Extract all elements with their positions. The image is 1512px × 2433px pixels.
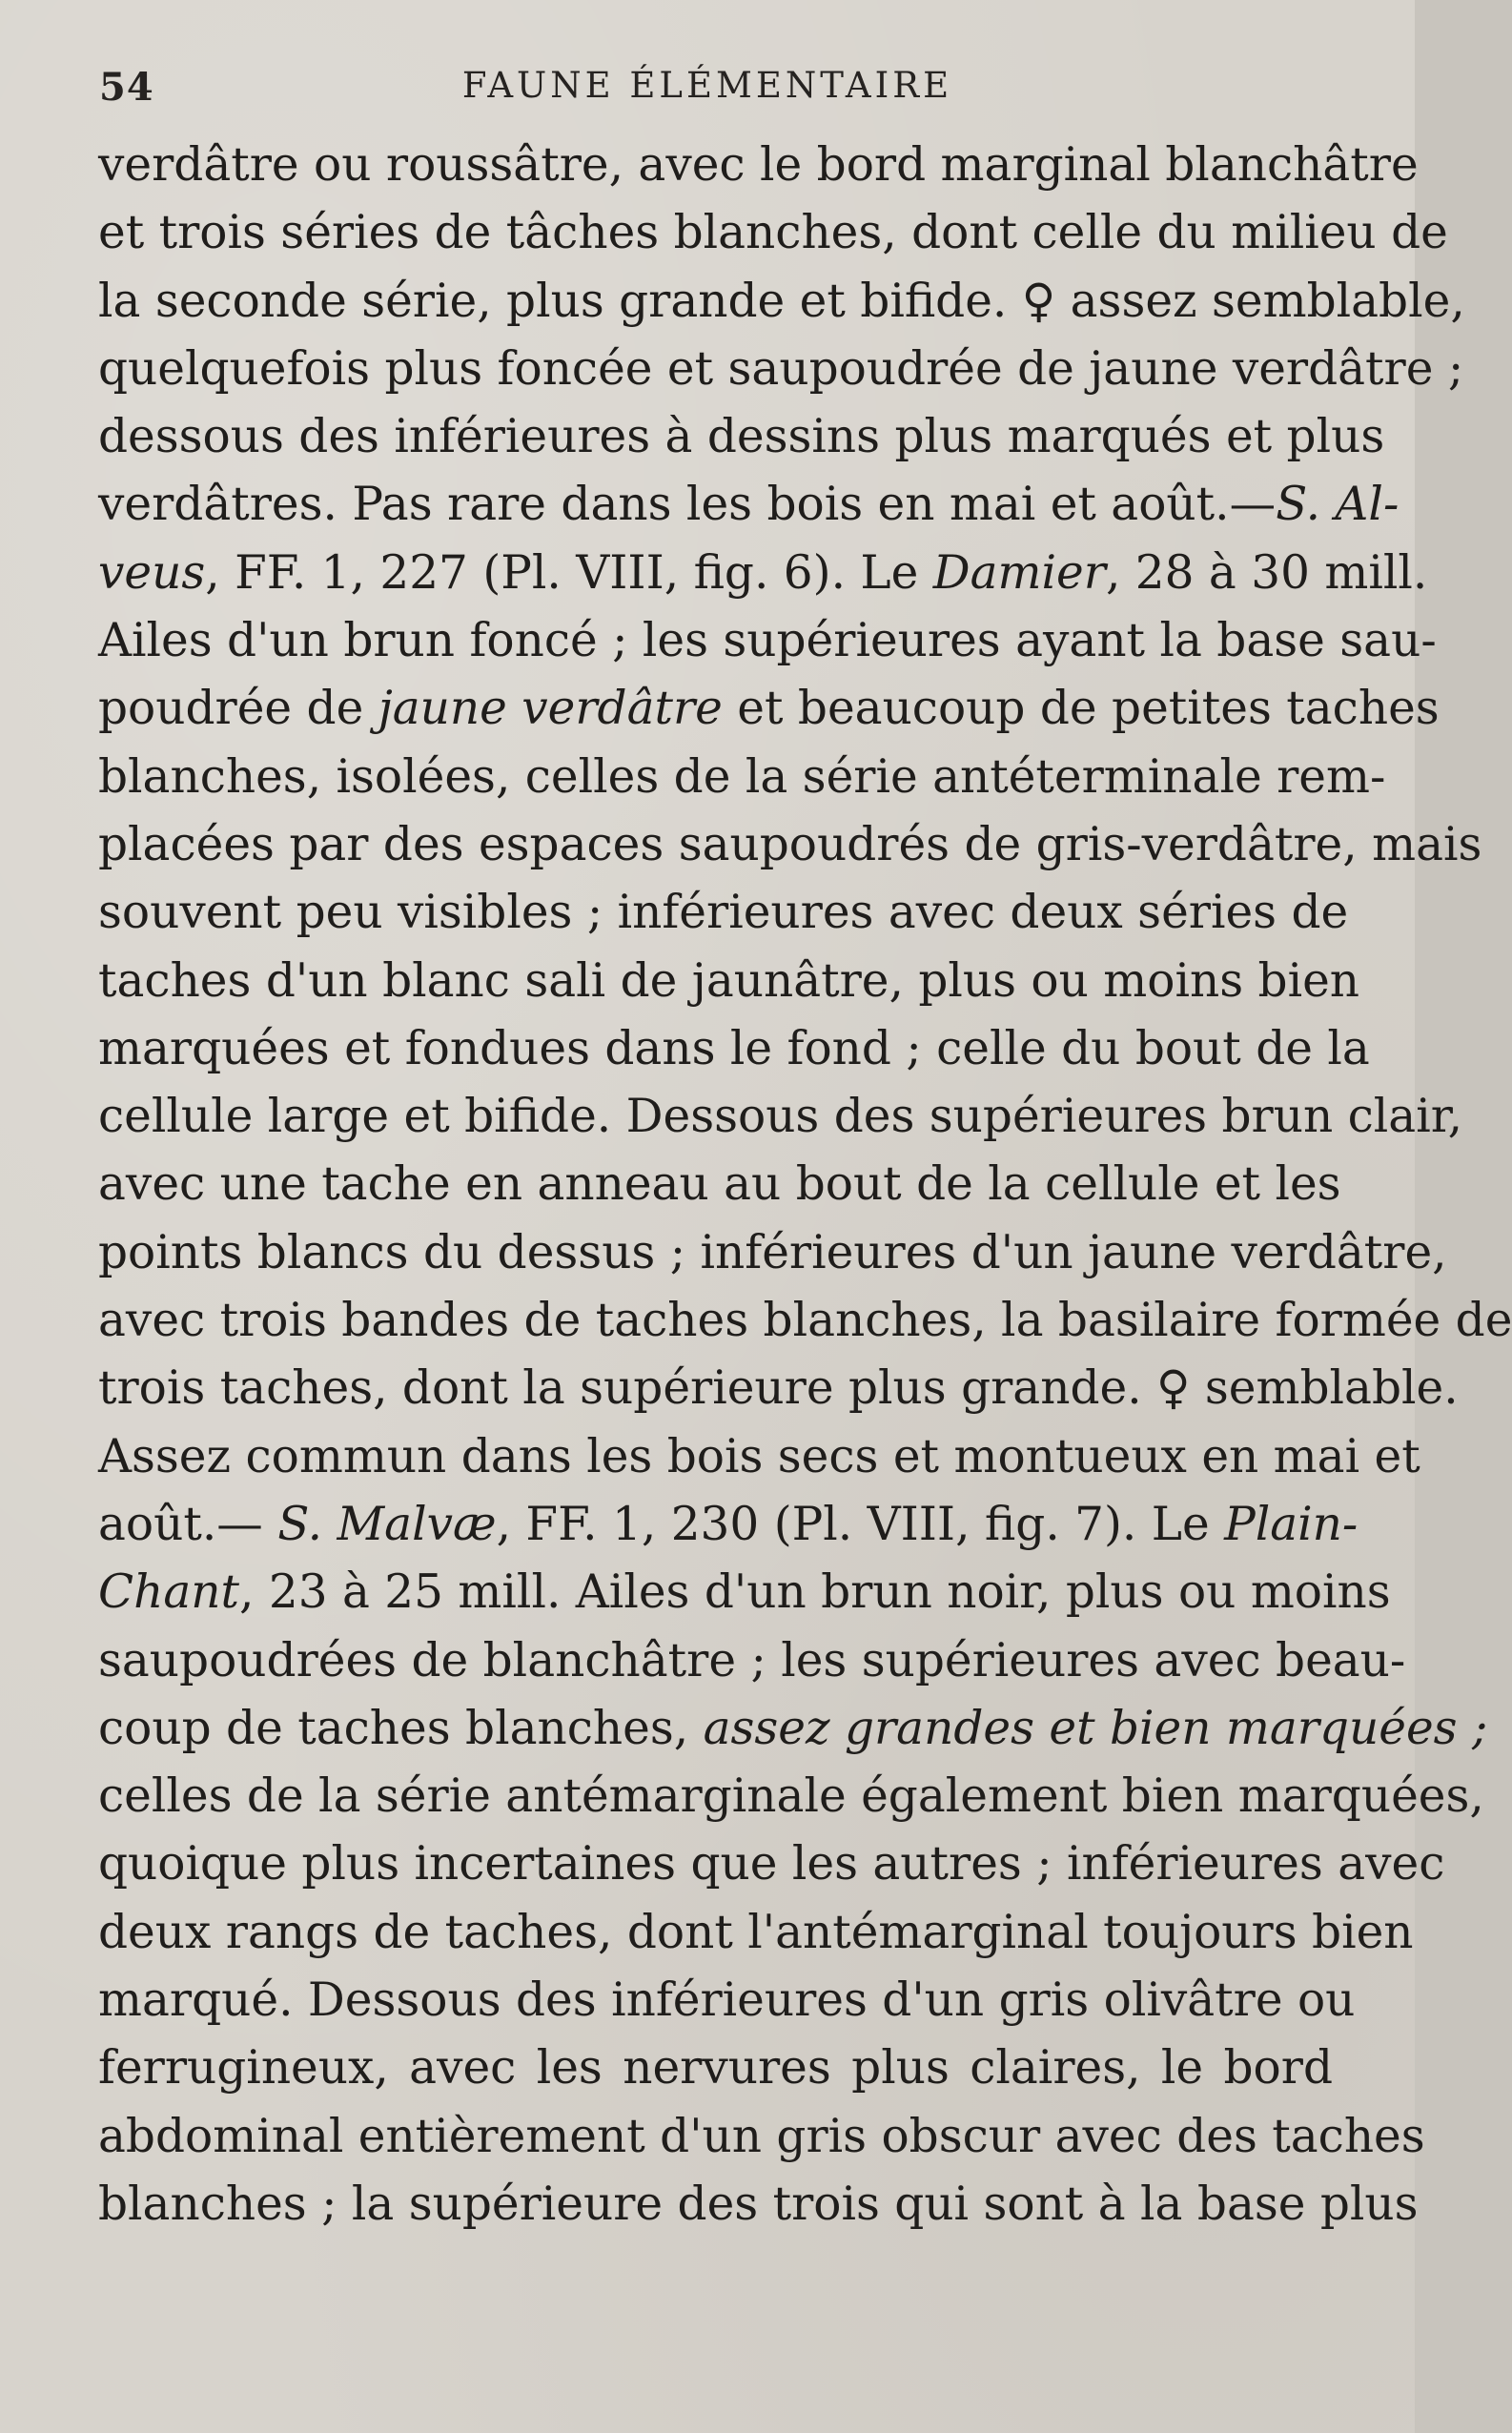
text-line: [98, 540, 1428, 607]
body-text: [98, 132, 1512, 2239]
text-line: [98, 744, 1386, 811]
text-line: [98, 471, 1400, 539]
italic-text: jaune verdâtre: [378, 682, 723, 736]
text-run: , 23 à 25 mill. Ailes d'un brun noir, plus ou moins: [239, 1565, 1391, 1620]
italic-text: Chant: [98, 1565, 239, 1620]
text-line: [98, 336, 1464, 403]
italic-text: veus: [98, 545, 206, 600]
text-run: Ailes d'un brun foncé ; les supérieures ayant la base sau-: [98, 614, 1437, 668]
text-run: , FF. 1, 227 (Pl. VIII, fig. 6). Le: [205, 545, 933, 600]
text-run: cellule large et bifide. Dessous des supérieures brun clair,: [98, 1090, 1462, 1144]
text-run: et trois séries de tâches blanches, dont celle du milieu de: [98, 206, 1448, 260]
text-line: [98, 1491, 1359, 1559]
text-run: trois taches, dont la supérieure plus grande. ♀ semblable.: [98, 1361, 1459, 1416]
italic-text: assez grandes et bien marquées ;: [703, 1701, 1488, 1755]
text-run: verdâtre ou roussâtre, avec le bord marginal blanchâtre: [98, 138, 1419, 192]
page-header: [99, 65, 1316, 118]
text-line: [98, 1763, 1484, 1830]
text-run: saupoudrées de blanchâtre ; les supérieures avec beau-: [98, 1633, 1406, 1687]
text-run: celles de la série antémarginale également bien marquées,: [98, 1769, 1484, 1824]
text-line: [98, 1151, 1341, 1218]
text-line: [98, 2034, 1333, 2102]
text-line: [98, 1899, 1414, 1967]
text-run: marqué. Dessous des inférieures d'un gris olivâtre ou: [98, 1973, 1356, 2028]
text-line: [98, 1355, 1459, 1422]
text-run: la seconde série, plus grande et bifide. ♀ assez semblable,: [98, 274, 1465, 328]
text-line: [98, 1695, 1488, 1763]
text-run: et beaucoup de petites taches: [722, 682, 1440, 736]
text-line: [98, 811, 1482, 879]
text-run: taches d'un blanc sali de jaunâtre, plus ou moins bien: [98, 953, 1360, 1008]
text-run: deux rangs de taches, dont l'antémarginal toujours bien: [98, 1905, 1414, 1959]
text-run: dessous des inférieures à dessins plus marqués et plus: [98, 410, 1385, 464]
text-run: quelquefois plus foncée et saupoudrée de jaune verdâtre ;: [98, 341, 1464, 396]
text-run: coup de taches blanches,: [98, 1701, 704, 1755]
text-line: [98, 1083, 1462, 1151]
text-line: [98, 2103, 1425, 2171]
text-run: avec une tache en anneau au bout de la cellule et les: [98, 1157, 1341, 1212]
text-line: [98, 1830, 1445, 1898]
text-run: poudrée de: [98, 682, 378, 736]
italic-text: Damier: [932, 545, 1106, 600]
italic-text: S. Malvæ: [277, 1497, 497, 1551]
text-run: Assez commun dans les bois secs et montueux en mai et: [98, 1429, 1420, 1483]
text-run: , 28 à 30 mill.: [1105, 545, 1428, 600]
text-line: [98, 403, 1385, 471]
text-run: quoique plus incertaines que les autres ; inférieures avec: [98, 1837, 1445, 1891]
italic-text: Plain-: [1224, 1497, 1359, 1551]
text-line: [98, 607, 1437, 675]
text-line: [98, 199, 1448, 267]
text-run: verdâtres. Pas rare dans les bois en mai et août.—: [98, 478, 1277, 532]
text-line: [98, 675, 1440, 743]
text-line: [98, 1967, 1356, 2034]
text-line: [98, 879, 1349, 947]
text-line: [98, 1627, 1406, 1695]
text-run: avec trois bandes de taches blanches, la basilaire formée de: [98, 1294, 1512, 1348]
text-line: [98, 1423, 1420, 1491]
text-run: points blancs du dessus ; inférieures d'un jaune verdâtre,: [98, 1225, 1447, 1279]
text-run: marquées et fondues dans le fond ; celle du bout de la: [98, 1021, 1370, 1075]
text-run: , FF. 1, 230 (Pl. VIII, fig. 7). Le: [496, 1497, 1225, 1551]
text-line: [98, 1219, 1447, 1287]
text-run: placées par des espaces saupoudrés de gris-verdâtre, mais: [98, 817, 1482, 871]
text-line: [98, 1287, 1512, 1355]
text-line: [98, 2171, 1419, 2239]
italic-text: S. Al-: [1276, 478, 1400, 532]
running-title: FAUNE ÉLÉMENTAIRE: [461, 65, 953, 106]
text-line: [98, 1559, 1391, 1626]
text-run: ferrugineux, avec les nervures plus claires, le bord: [98, 2041, 1333, 2096]
text-line: [98, 268, 1465, 336]
text-line: [98, 132, 1419, 199]
text-run: blanches ; la supérieure des trois qui sont à la base plus: [98, 2177, 1419, 2231]
text-run: souvent peu visibles ; inférieures avec deux séries de: [98, 886, 1349, 940]
text-line: [98, 948, 1360, 1015]
text-run: blanches, isolées, celles de la série antéterminale rem-: [98, 749, 1386, 804]
page-number: 54: [99, 65, 154, 110]
text-run: août.—: [98, 1497, 278, 1551]
text-line: [98, 1015, 1370, 1083]
text-run: abdominal entièrement d'un gris obscur avec des taches: [98, 2109, 1425, 2163]
